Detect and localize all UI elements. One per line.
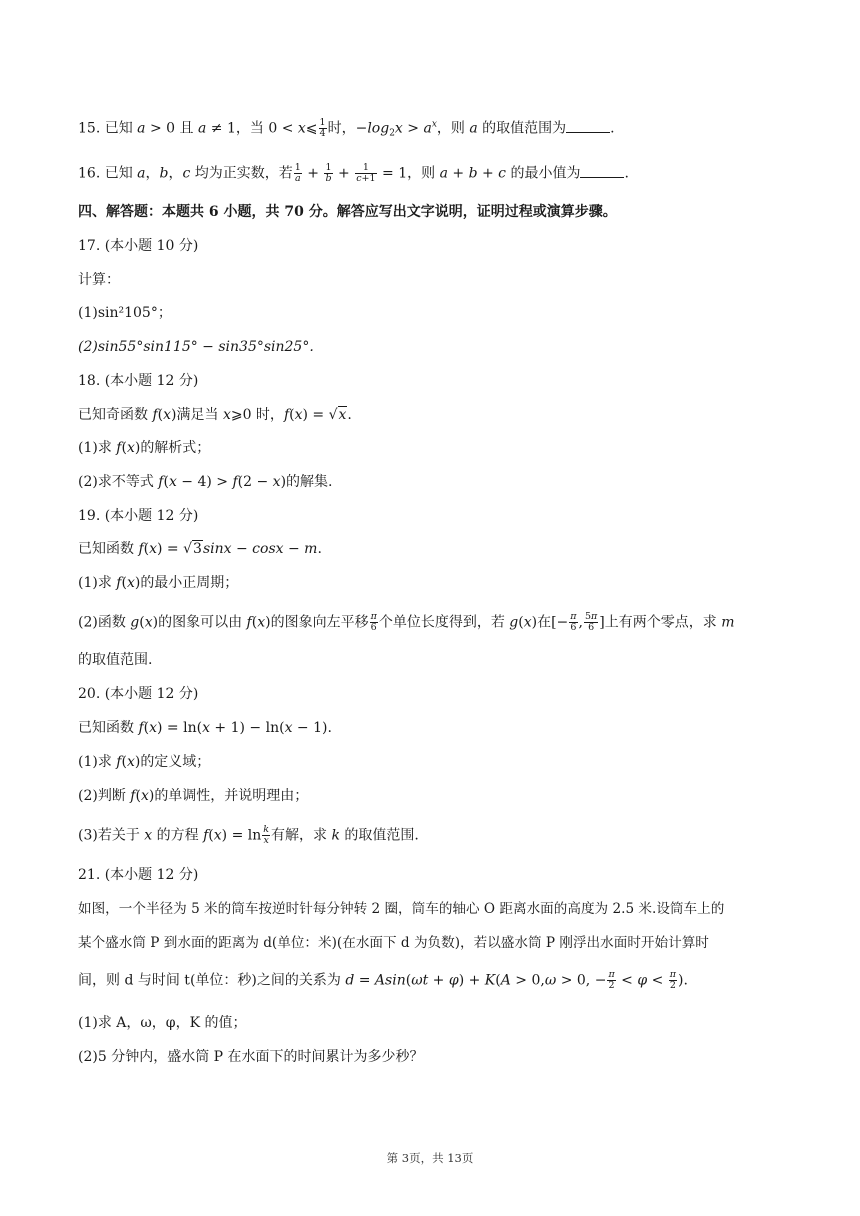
problem-17-q2: (2)sin55°sin115° − sin35°sin25°. bbox=[78, 339, 314, 355]
page-footer: 第 3页，共 13页 bbox=[386, 1151, 474, 1165]
problem-17-header: 17. (本小题 10 分) bbox=[78, 238, 199, 254]
problem-21-header: 21. (本小题 12 分) bbox=[78, 867, 199, 883]
problem-21-line1: 如图，一个半径为 5 米的筒车按逆时针每分钟转 2 圈，筒车的轴心 O 距离水面的高度为 2.5 米.设筒车上的 bbox=[78, 901, 725, 917]
problem-18-q1: (1)求 f(x)的解析式； bbox=[78, 440, 211, 456]
problem-20-q2: (2)判断 f(x)的单调性，并说明理由； bbox=[78, 788, 309, 804]
problem-16: 16. 已知 a，b，c 均为正实数，若 $\frac{1}{a}$ + $\frac{1}{b}$ + $\frac{1}{c+1}$ = 1，则 a + b + c 的最小值为 . bbox=[78, 162, 629, 184]
problem-21-q1: (1)求 A，ω，φ，K 的值； bbox=[78, 1015, 247, 1031]
problem-18-q2: (2)求不等式 f(x − 4) > f(2 − x)的解集. bbox=[78, 474, 333, 490]
problem-17-intro: 计算： bbox=[78, 272, 120, 288]
problem-20-intro: 已知函数 f(x) = ln(x + 1) − ln(x − 1). bbox=[78, 720, 332, 736]
problem-21-line3: 间，则 d 与时间 t(单位：秒)之间的关系为 d = Asin(ωt + φ) + K(A > 0,ω > 0, − $\frac{\pi}{2}$ < φ < $\frac{\pi}{2}$ ). bbox=[78, 969, 688, 991]
problem-19-q1: (1)求 f(x)的最小正周期； bbox=[78, 575, 239, 591]
problem-17-q1: (1)sin²105°； bbox=[78, 305, 172, 321]
problem-19-intro: 已知函数 f(x) = √3sinx − cosx − m. bbox=[78, 541, 322, 557]
problem-20-q1: (1)求 f(x)的定义域； bbox=[78, 754, 211, 770]
problem-20-q3: (3)若关于 x 的方程 f(x) = ln $\frac{k}{x}$ 有解，求 k 的取值范围. bbox=[78, 824, 419, 846]
problem-21-line2: 某个盛水筒 P 到水面的距离为 d(单位：米)(在水面下 d 为负数)，若以盛水筒 P 刚浮出水面时开始计算时 bbox=[78, 935, 709, 951]
section-heading: 四、解答题：本题共 6 小题，共 70 分。解答应写出文字说明，证明过程或演算步骤。 bbox=[78, 204, 617, 220]
problem-19-q2-cont: 的取值范围. bbox=[78, 652, 153, 668]
problem-15: 15. 已知 a > 0 且 a ≠ 1，当 0 < x⩽ $\frac{1}{4}$ 时，$-\log_2x > a^x$，则 a 的取值范围为 . bbox=[78, 117, 615, 139]
answer-blank bbox=[580, 165, 624, 178]
problem-19-q2: (2)函数 g(x)的图象可以由 f(x)的图象向左平移 $\frac{\pi}{6}$ 个单位长度得到，若 g(x)在[− $\frac{\pi}{6}$ , $\frac{5\pi}{6}$ ]上有两个零点，求 m bbox=[78, 611, 735, 633]
problem-18-intro: 已知奇函数 f(x)满足当 x⩾0 时，f(x) = √x. bbox=[78, 407, 352, 423]
problem-21-q2: (2)5 分钟内，盛水筒 P 在水面下的时间累计为多少秒？ bbox=[78, 1049, 424, 1065]
problem-20-header: 20. (本小题 12 分) bbox=[78, 686, 199, 702]
problem-18-header: 18. (本小题 12 分) bbox=[78, 373, 199, 389]
answer-blank bbox=[566, 120, 610, 133]
problem-19-header: 19. (本小题 12 分) bbox=[78, 508, 199, 524]
